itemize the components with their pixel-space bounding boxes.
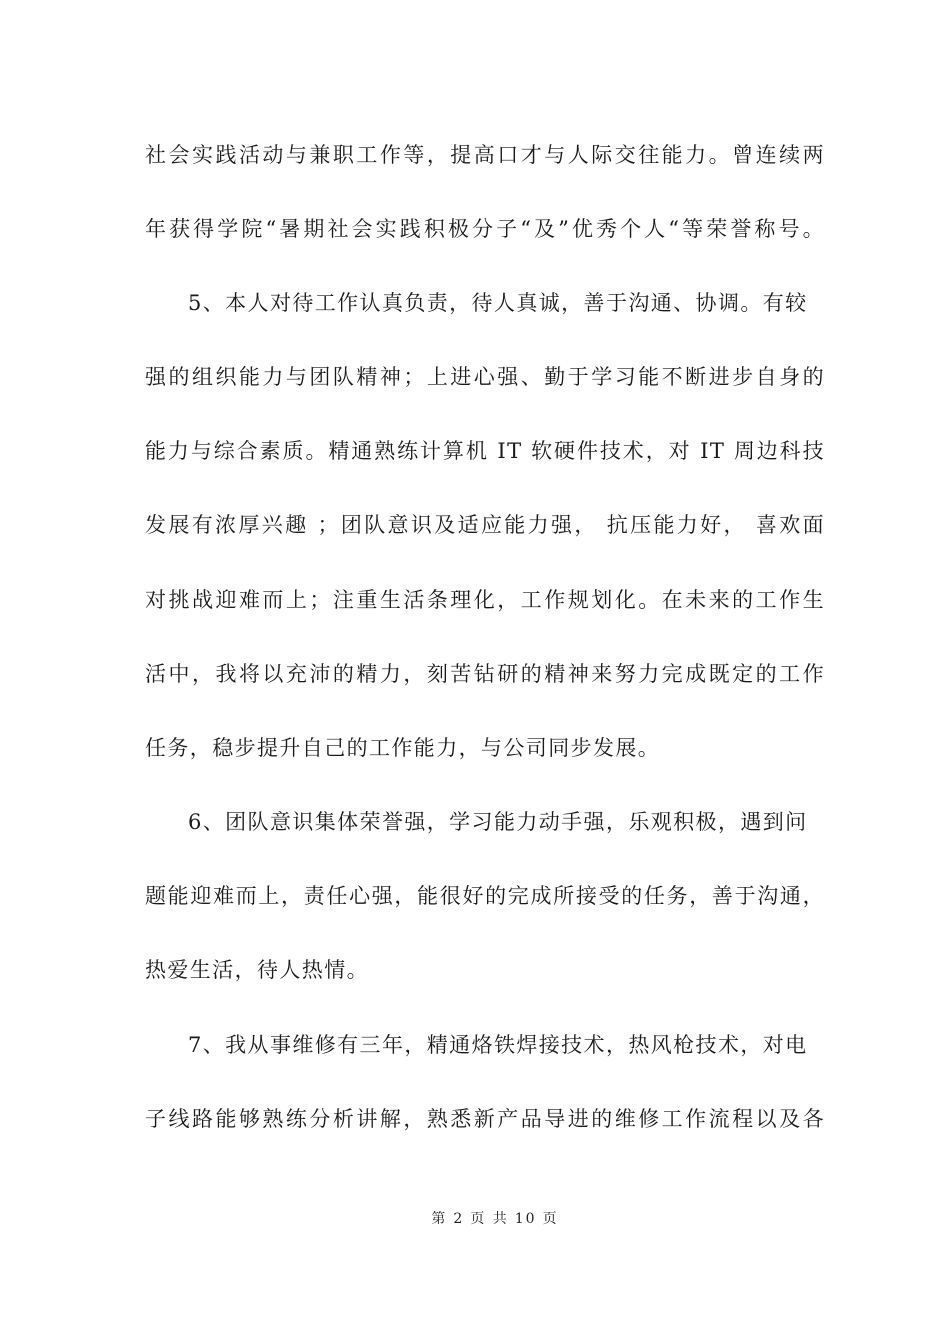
text-line-1: 社会实践活动与兼职工作等，提高口才与人际交往能力。曾连续两 bbox=[145, 143, 825, 167]
text-line-6: 发展有浓厚兴趣 ；团队意识及适应能力强， 抗压能力好， 喜欢面 bbox=[145, 513, 825, 537]
page-footer bbox=[0, 1208, 950, 1228]
text-line-13: 7、我从事维修有三年，精通烙铁焊接技术，热风枪技术，对电 bbox=[188, 1033, 808, 1057]
page-label-suffix: 页 bbox=[542, 1211, 559, 1227]
text-line-3: 5、本人对待工作认真负责，待人真诚，善于沟通、协调。有较 bbox=[188, 291, 808, 315]
page-label-prefix: 第 bbox=[431, 1211, 448, 1227]
text-line-11: 题能迎难而上，责任心强，能很好的完成所接受的任务，善于沟通， bbox=[145, 884, 825, 908]
page-indicator bbox=[428, 1208, 561, 1228]
page-number: 2 bbox=[453, 1211, 465, 1227]
text-line-2: 年获得学院“暑期社会实践积极分子“及”优秀个人“等荣誉称号。 bbox=[145, 217, 825, 241]
text-line-14: 子线路能够熟练分析讲解，熟悉新产品导进的维修工作流程以及各 bbox=[145, 1107, 825, 1131]
text-line-9: 任务，稳步提升自己的工作能力，与公司同步发展。 bbox=[145, 736, 661, 760]
text-line-12: 热爱生活，待人热情。 bbox=[145, 958, 369, 982]
text-line-4: 强的组织能力与团队精神；上进心强、勤于学习能不断进步自身的 bbox=[145, 365, 825, 389]
text-line-10: 6、团队意识集体荣誉强，学习能力动手强，乐观积极，遇到问 bbox=[188, 810, 808, 834]
text-line-7: 对挑战迎难而上；注重生活条理化，工作规划化。在未来的工作生 bbox=[145, 588, 825, 612]
text-line-8: 活中，我将以充沛的精力，刻苦钻研的精神来努力完成既定的工作 bbox=[145, 662, 825, 686]
text-line-5: 能力与综合素质。精通熟练计算机 IT 软硬件技术，对 IT 周边科技 bbox=[145, 439, 825, 463]
page-label-mid: 页 共 bbox=[470, 1211, 509, 1227]
page-total: 10 bbox=[514, 1211, 537, 1227]
